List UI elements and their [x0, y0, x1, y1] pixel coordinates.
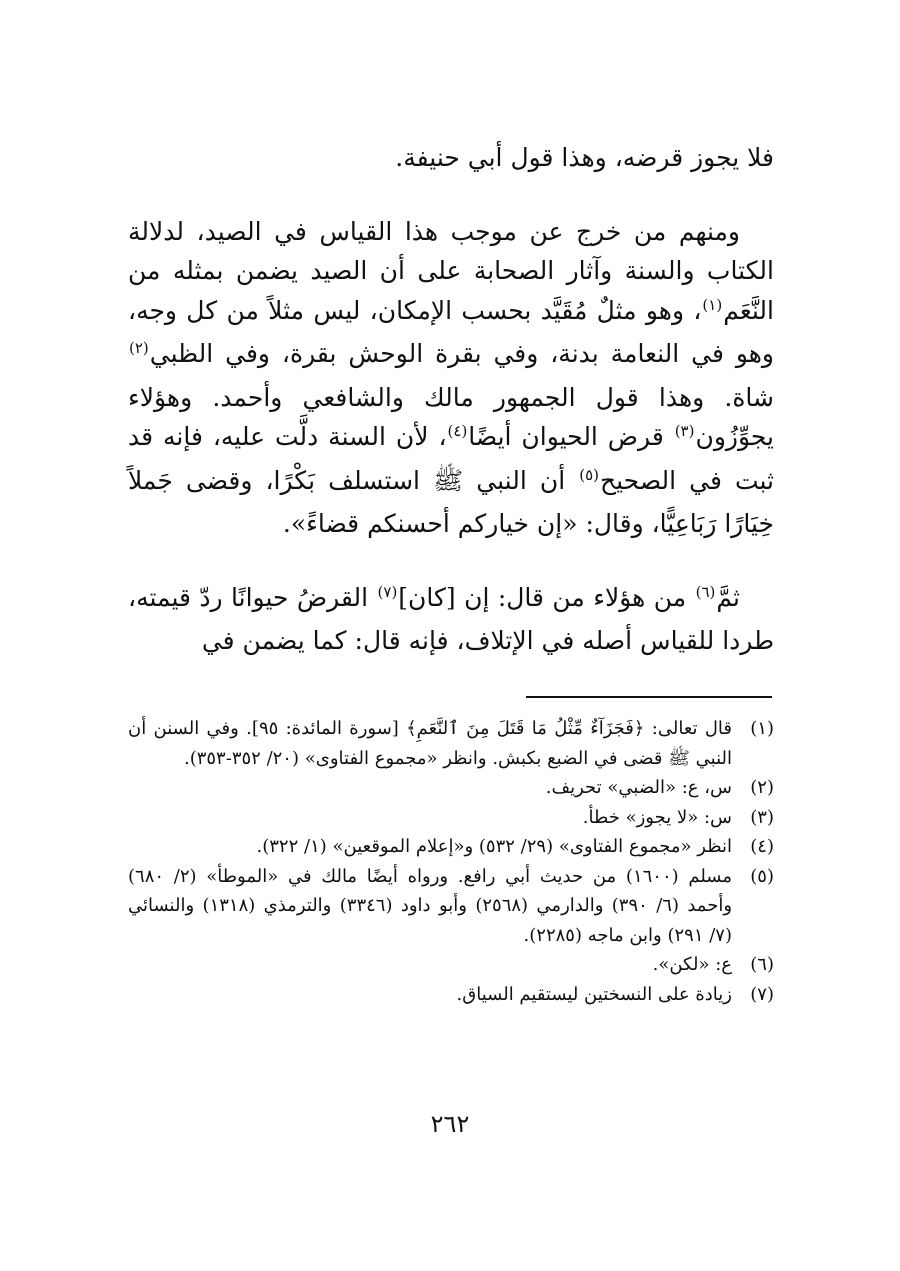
footnote-4	[128, 832, 774, 862]
footnote-5	[128, 862, 774, 951]
paragraph-2-text-6: أن النبي ﷺ استسلف بَكْرًا، وقضى جَملاً خِيَارًا رَبَاعِيًّا، وقال: «إن خياركم أحسنكم قضاءً».	[128, 465, 774, 538]
paragraph-1: فلا يجوز قرضه، وهذا قول أبي حنيفة.	[395, 143, 774, 172]
footnote-text: زيادة على النسختين ليستقيم السياق.	[456, 983, 732, 1005]
footnote-number: (٦)	[750, 954, 774, 975]
footnote-7	[128, 980, 774, 1010]
footnote-text: س: «لا يجوز» خطأ.	[582, 806, 732, 828]
footnote-number: (٢)	[750, 777, 774, 798]
footnote-number: (٧)	[750, 983, 774, 1005]
footnote-number: (٤)	[750, 836, 774, 857]
footnote-6	[128, 950, 774, 980]
footnote-ref-5: (٥)	[579, 465, 599, 484]
footnote-ref-6: (٦)	[695, 582, 716, 601]
footnote-ref-7: (٧)	[377, 582, 398, 601]
footnote-number: (٣)	[750, 806, 774, 828]
footnote-3	[128, 803, 774, 833]
paragraph-2-text-1: ومنهم من خرج عن موجب هذا القياس في الصيد، لدلالة الكتاب والسنة وآثار الصحابة على أن الصيد يضمن بمثله من النَّعَم	[128, 216, 774, 325]
footnote-ref-4: (٤)	[447, 422, 468, 440]
paragraph-3-text-3: القرضُ حيوانًا ردّ قيمته، طردا للقياس أصله في الإتلاف، فإنه قال: كما يضمن في	[128, 582, 774, 655]
paragraph-2	[128, 212, 774, 544]
paragraph-2-text-5: ، لأن السنة دلَّت عليه، فإنه قد ثبت في الصحيح	[128, 422, 775, 495]
footnote-2	[128, 773, 774, 803]
paragraph-3	[128, 578, 774, 661]
footnote-ref-3: (٣)	[674, 422, 695, 440]
footnote-1	[128, 714, 774, 773]
footnote-text: ع: «لكن».	[652, 954, 732, 975]
footnote-number: (١)	[750, 718, 774, 739]
paragraph-2-text-4: قرض الحيوان أيضًا	[468, 422, 674, 451]
footnote-text: مسلم (١٦٠٠) من حديث أبي رافع. ورواه أيضًا مالك في «الموطأ» (٢/ ٦٨٠) وأحمد (٦/ ٣٩٠) والدارمي (٢٥٦٨) وأبو داود (٣٣٤٦) والترمذي (١٣١٨) والنسائي (٧/ ٢٩١) وابن ماجه (٢٢٨٥).	[128, 865, 733, 946]
footnote-text: قال تعالى: ﴿فَجَزَآءٌ مِّثْلُ مَا قَتَلَ مِنَ ٱلنَّعَمِ﴾ [سورة المائدة: ٩٥]. وفي السنن أن النبي ﷺ قضى في الضبع بكبش. وانظر «مجموع الفتاوى» (٢٠/ ٣٥٢-٣٥٣).	[128, 718, 733, 769]
footnote-ref-2: (٢)	[129, 339, 149, 357]
page-number: ٢٦٢	[430, 1110, 470, 1138]
footnote-separator	[526, 696, 772, 698]
footnote-text: انظر «مجموع الفتاوى» (٢٩/ ٥٣٢) و«إعلام الموقعين» (١/ ٣٢٢).	[256, 836, 732, 857]
main-text	[128, 130, 774, 661]
footnote-text: س، ع: «الضبي» تحريف.	[545, 777, 732, 798]
footnote-number: (٥)	[750, 865, 774, 887]
footnote-ref-1: (١)	[702, 295, 723, 314]
paragraph-3-text-2: من هؤلاء من قال: إن [كان]	[398, 582, 695, 612]
paragraph-2-text-2: ، وهو مثلٌ مُقَيَّد بحسب الإمكان، ليس مثلاً من كل وجه، وهو في النعامة بدنة، وفي بقرة الوحش بقرة، وفي الظبي	[128, 295, 774, 368]
paragraph-3-text-1: ثمَّ	[716, 582, 741, 612]
footnotes-list	[128, 714, 774, 1009]
paragraph-2-text-3: شاة. وهذا قول الجمهور مالك والشافعي وأحمد. وهؤلاء يجوِّزُون	[128, 382, 774, 451]
